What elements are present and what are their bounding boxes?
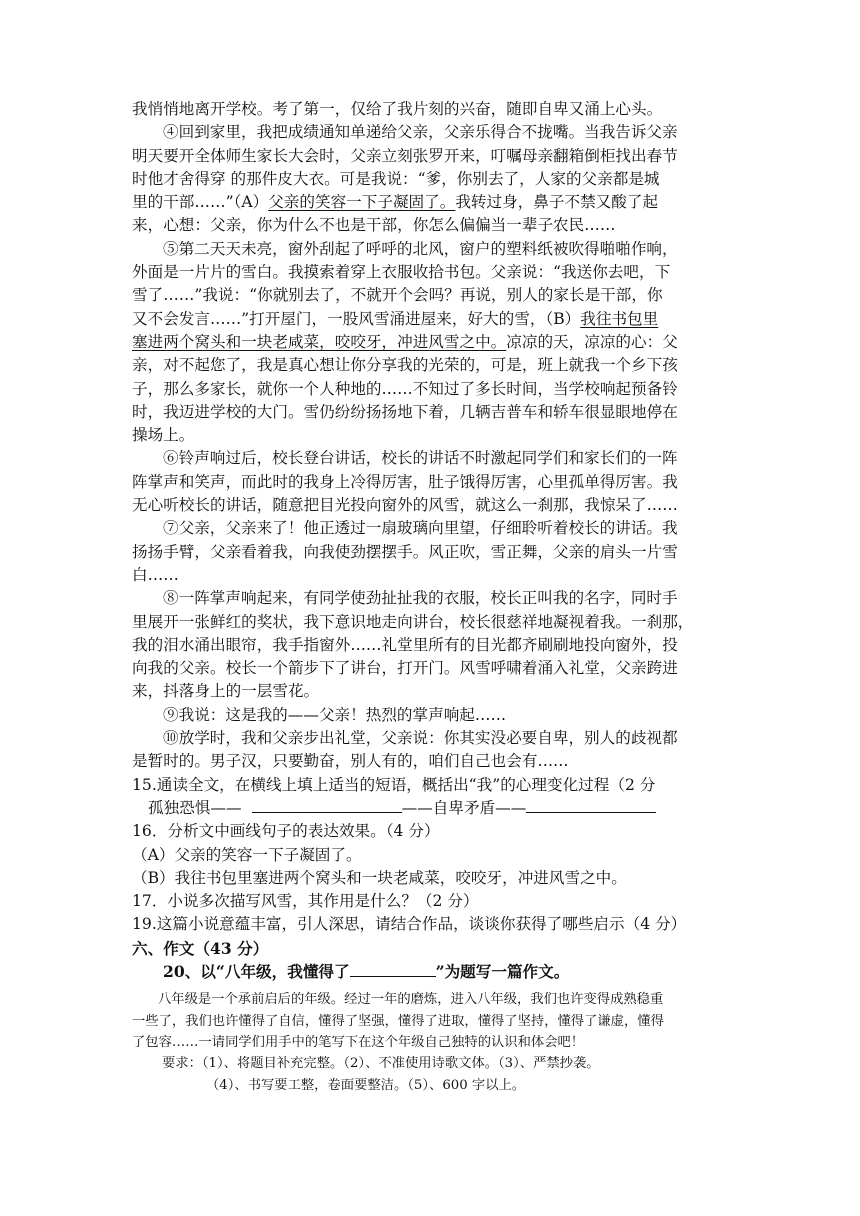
text: ”为题写一篇作文。 — [435, 961, 570, 981]
paragraph-6-line: 阵掌声和笑声，而此时的我身上冷得厉害，肚子饿得厉害，心里孤单得厉害。我 — [132, 472, 678, 491]
paragraph-8-line: 向我的父亲。校长一个箭步下了讲台，打开门。风雪呼啸着涌入礼堂，父亲跨进 — [132, 659, 678, 678]
composition-intro-line: 一些了，我们也许懂得了自信，懂得了坚强，懂得了进取，懂得了坚持，懂得了谦虚，懂得 — [132, 1013, 664, 1029]
text: 里的干部……”（A） — [132, 193, 269, 212]
answer-blank[interactable] — [526, 797, 656, 813]
exam-page — [132, 98, 732, 1096]
paragraph-10-line: ⑩放学时，我和父亲步出礼堂，父亲说：你其实没必要自卑，别人的歧视都 — [163, 729, 678, 748]
paragraph-6-line: ⑥铃声响过后，校长登台讲话，校长的讲话不时激起同学们和家长们的一阵 — [163, 449, 678, 468]
paragraph-5-line — [132, 331, 732, 354]
question-17: 17．小说多次描写风雪，其作用是什么？（2 分） — [132, 892, 479, 911]
text: 我转过身，鼻子不禁又酸了起 — [455, 193, 659, 212]
composition-intro-line: 了包容……一请同学们用手中的笔写下在这个年级自己独特的认识和体会吧！ — [132, 1035, 585, 1051]
paragraph-5-line: 亲，对不起您了，我是真心想让你分享我的光荣的，可是，班上就我一个乡下孩 — [132, 356, 678, 375]
question-19: 19.这篇小说意蕴丰富，引人深思，请结合作品，谈谈你获得了哪些启示（4 分） — [132, 915, 687, 934]
section-heading: 六、作文（43 分） — [132, 938, 269, 958]
question-16: 16．分析文中画线句子的表达效果。（4 分） — [132, 822, 440, 841]
text: 20、以“八年级，我懂得了 — [163, 961, 350, 981]
paragraph-5-line: 雪了……”我说：“你就别去了，不就开个会吗？再说，别人的家长是干部，你 — [132, 286, 663, 305]
paragraph-5-line: 子，那么多家长，就你一个人种地的……不知过了多长时间，当学校响起预备铃 — [132, 379, 678, 398]
requirements-line: 要求：（1）、将题目补充完整。（2）、不准使用诗歌文体。（3）、严禁抄袭。 — [162, 1056, 600, 1072]
paragraph-5-line: ⑤第二天天未亮，窗外刮起了呼呼的北风，窗户的塑料纸被吹得啪啪作响， — [163, 239, 678, 258]
paragraph-5-line: 操场上。 — [132, 426, 195, 445]
question-16-a: （A）父亲的笑容一下子凝固了。 — [132, 845, 362, 864]
paragraph-8-line: 里展开一张鲜红的奖状，我下意识地走向讲台，校长很慈祥地凝视着我。一刹那， — [132, 612, 694, 631]
paragraph-8-line: ⑧一阵掌声响起来，有同学使劲扯扯我的衣服，校长正叫我的名字，同时手 — [163, 589, 678, 608]
question-15: 15.通读全文，在横线上填上适当的短语，概括出“我”的心理变化过程（2 分 — [132, 775, 656, 794]
composition-intro-line: 八年级是一个承前启后的年级。经过一年的磨炼，进入八年级，我们也许变得成熟稳重 — [158, 992, 664, 1008]
requirements-line: （4）、书写要工整，卷面要整洁。（5）、600 字以上。 — [206, 1077, 526, 1093]
paragraph-5-line — [132, 308, 732, 331]
question-16-b: （B）我往书包里塞进两个窝头和一块老咸菜，咬咬牙，冲进风雪之中。 — [132, 868, 627, 887]
paragraph-8-line: 来，抖落身上的一层雪花。 — [132, 682, 320, 701]
paragraph-4-line: 时他才舍得穿 的那件皮大衣。可是我说：“爹，你别去了，人家的父亲都是城 — [132, 169, 660, 188]
paragraph-7-line: ⑦父亲，父亲来了！他正透过一扇玻璃向里望，仔细聆听着校长的讲话。我 — [163, 519, 678, 538]
paragraph-7-line: 扬扬手臂，父亲看着我，向我使劲摆摆手。风正吹，雪正舞，父亲的肩头一片雪 — [132, 542, 678, 561]
paragraph-5-line: 外面是一片片的雪白。我摸索着穿上衣服收拾书包。父亲说：“我送你去吧，下 — [132, 263, 671, 282]
text: 凉凉的天，凉凉的心：父 — [506, 332, 678, 351]
text: ——自卑矛盾—— — [401, 798, 527, 817]
underlined-sentence-b: 我往书包里 — [580, 309, 659, 328]
text: 又不会发言……”打开屋门，一股风雪涌进屋来，好大的雪，（B） — [132, 309, 581, 328]
paragraph-7-line: 白…… — [132, 565, 179, 584]
paragraph-10-line: 是暂时的。男子汉，只要勤奋，别人有的，咱们自己也会有…… — [132, 752, 569, 771]
paragraph-9-line: ⑨我说：这是我的——父亲！热烈的掌声响起…… — [163, 705, 507, 724]
passage-line: 我悄悄地离开学校。考了第一，仅给了我片刻的兴奋，随即自卑又涌上心头。 — [132, 100, 663, 118]
underlined-sentence-b: 塞进两个窝头和一块老咸菜，咬咬牙，冲进风雪之中。 — [132, 332, 507, 351]
composition-prompt — [132, 960, 732, 983]
paragraph-6-line: 无心听校长的讲话，随意把目光投向窗外的风雪，就这么一刹那，我惊呆了…… — [132, 496, 678, 515]
underlined-sentence-a: 父亲的笑容一下子凝固了。 — [268, 193, 456, 212]
paragraph-5-line: 时，我迈进学校的大门。雪仍纷纷扬扬地下着，几辆吉普车和轿车很显眼地停在 — [132, 402, 678, 421]
paragraph-4-line: ④回到家里，我把成绩通知单递给父亲，父亲乐得合不拢嘴。当我告诉父亲 — [163, 123, 678, 142]
answer-blank[interactable] — [252, 797, 402, 813]
paragraph-8-line: 我的泪水涌出眼帘，我手指窗外……礼堂里所有的目光都齐刷刷地投向窗外，投 — [132, 635, 678, 654]
question-15-answer-line — [132, 797, 732, 820]
title-blank[interactable] — [350, 962, 436, 977]
text: 孤独恐惧—— — [148, 798, 242, 817]
paragraph-4-line: 来，心想：父亲，你为什么不也是干部，你怎么偏偏当一辈子农民…… — [132, 216, 616, 235]
paragraph-4-line: 明天要开全体师生家长大会时，父亲立刻张罗开来，叮嘱母亲翻箱倒柜找出春节 — [132, 146, 678, 165]
paragraph-4-line — [132, 191, 732, 214]
